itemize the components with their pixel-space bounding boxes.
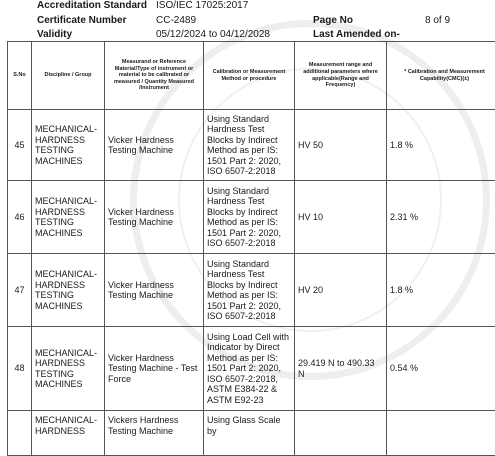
table-row bbox=[8, 327, 495, 411]
cell-method: Using Glass Scale by bbox=[204, 411, 295, 456]
cell-method: Using Standard Hardness Test Blocks by Indirect Method as per IS: 1501 Part 2: 2020, ISO 6507-2:2018 bbox=[204, 181, 295, 254]
col-header-measurand: Measurand or Reference Material/Type of instrument or material to be calibrated or measured / Quantity Measured /Instrument bbox=[105, 42, 204, 110]
certificate-number-label: Certificate Number bbox=[37, 15, 126, 27]
page-no-value: 8 of 9 bbox=[425, 15, 450, 27]
cell-discipline: MECHANICAL- HARDNESS TESTING MACHINES bbox=[32, 254, 105, 327]
last-amended-label: Last Amended on- bbox=[313, 29, 400, 41]
cell-measurand: Vicker Hardness Testing Machine bbox=[105, 254, 204, 327]
cell-cmc: 1.8 % bbox=[387, 254, 495, 327]
col-header-sno: S.No bbox=[8, 42, 32, 110]
cell-sno bbox=[8, 411, 32, 456]
cell-cmc: 1.8 % bbox=[387, 110, 495, 181]
cell-discipline: MECHANICAL- HARDNESS TESTING MACHINES bbox=[32, 110, 105, 181]
table-header-row bbox=[8, 42, 495, 110]
cell-measurand: Vicker Hardness Testing Machine - Test Force bbox=[105, 327, 204, 411]
cell-discipline: MECHANICAL- HARDNESS bbox=[32, 411, 105, 456]
cell-sno: 45 bbox=[8, 110, 32, 181]
accreditation-standard-label: Accreditation Standard bbox=[37, 0, 147, 12]
cell-method: Using Load Cell with Indicator by Direct Method as per IS: 1501 Part 2: 2020, ISO 6507-2:2018, ASTM E384-22 & ASTM E92-23 bbox=[204, 327, 295, 411]
cell-sno: 47 bbox=[8, 254, 32, 327]
cell-range bbox=[295, 411, 387, 456]
cell-method: Using Standard Hardness Test Blocks by Indirect Method as per IS: 1501 Part 2: 2020, ISO 6507-2:2018 bbox=[204, 110, 295, 181]
col-header-range: Measurement range and additional parameters where applicable(Range and Frequency) bbox=[295, 42, 387, 110]
cell-method: Using Standard Hardness Test Blocks by Indirect Method as per IS: 1501 Part 2: 2020, ISO 6507-2:2018 bbox=[204, 254, 295, 327]
cell-sno: 48 bbox=[8, 327, 32, 411]
table-row bbox=[8, 181, 495, 254]
cell-cmc: 0.54 % bbox=[387, 327, 495, 411]
cell-measurand: Vicker Hardness Testing Machine bbox=[105, 181, 204, 254]
table-row bbox=[8, 411, 495, 456]
cell-discipline: MECHANICAL- HARDNESS TESTING MACHINES bbox=[32, 181, 105, 254]
validity-label: Validity bbox=[37, 29, 72, 41]
cell-cmc: 2.31 % bbox=[387, 181, 495, 254]
cell-range: HV 20 bbox=[295, 254, 387, 327]
cell-measurand: Vicker Hardness Testing Machine bbox=[105, 110, 204, 181]
scope-table bbox=[7, 41, 495, 456]
certificate-number-value: CC-2489 bbox=[156, 15, 196, 27]
col-header-discipline: Discipline / Group bbox=[32, 42, 105, 110]
table-row bbox=[8, 254, 495, 327]
table-row bbox=[8, 110, 495, 181]
cell-range: HV 10 bbox=[295, 181, 387, 254]
cell-measurand: Vickers Hardness Testing Machine bbox=[105, 411, 204, 456]
cell-cmc bbox=[387, 411, 495, 456]
cell-discipline: MECHANICAL- HARDNESS TESTING MACHINES bbox=[32, 327, 105, 411]
page-no-label: Page No bbox=[313, 15, 353, 27]
validity-value: 05/12/2024 to 04/12/2028 bbox=[156, 29, 270, 41]
accreditation-standard-value: ISO/IEC 17025:2017 bbox=[156, 0, 248, 12]
cell-sno: 46 bbox=[8, 181, 32, 254]
cell-range: HV 50 bbox=[295, 110, 387, 181]
col-header-cmc: * Calibration and Measurement Capability(CMC)(±) bbox=[387, 42, 495, 110]
col-header-method: Calibration or Measurement Method or procedure bbox=[204, 42, 295, 110]
cell-range: 29.419 N to 490.33 N bbox=[295, 327, 387, 411]
